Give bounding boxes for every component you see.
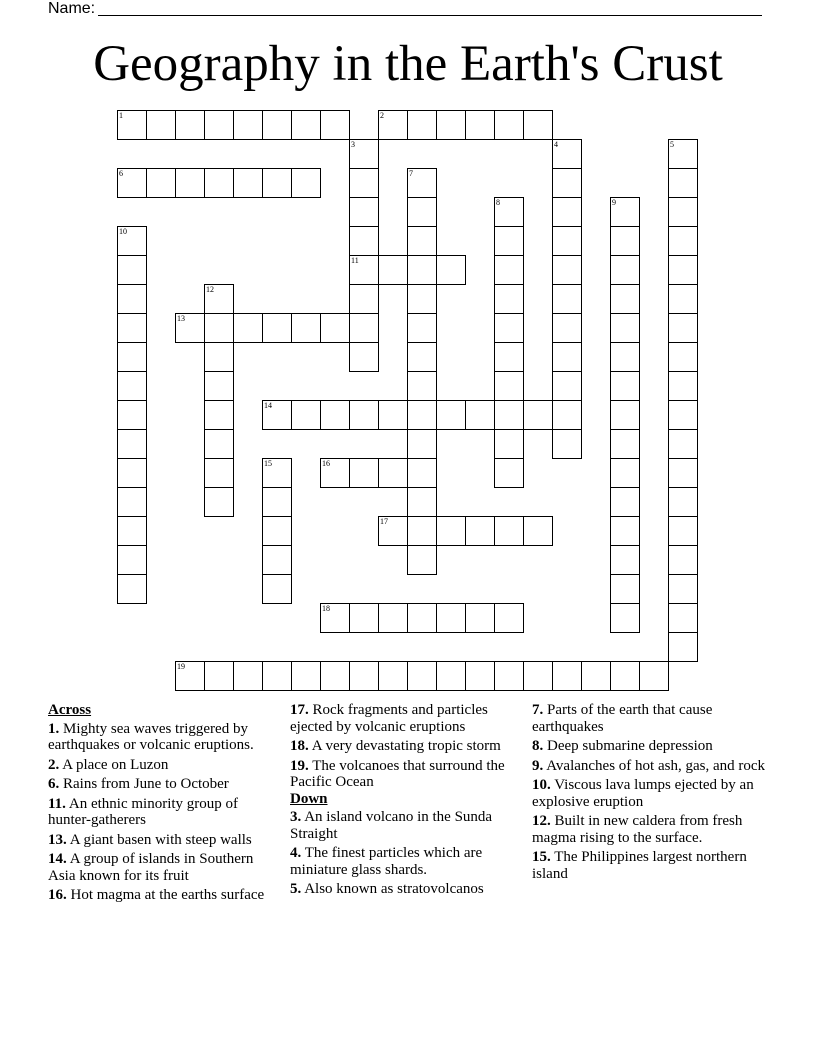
grid-cell[interactable] xyxy=(610,197,640,227)
clue-across xyxy=(48,887,280,904)
grid-cell[interactable] xyxy=(262,400,292,430)
grid-cell[interactable] xyxy=(233,110,263,140)
grid-cell[interactable] xyxy=(668,139,698,169)
clue-down xyxy=(532,702,772,735)
grid-cell[interactable] xyxy=(262,574,292,604)
grid-cell[interactable] xyxy=(668,342,698,372)
cell-number: 2 xyxy=(380,111,384,120)
grid-cell[interactable] xyxy=(668,226,698,256)
grid-cell[interactable] xyxy=(436,661,466,691)
grid-cell[interactable] xyxy=(291,110,321,140)
grid-cell[interactable] xyxy=(204,458,234,488)
clue-text: Parts of the earth that cause earthquakes xyxy=(532,702,713,735)
clue-text: Rock fragments and particles ejected by volcanic eruptions xyxy=(290,702,488,735)
grid-cell[interactable] xyxy=(407,197,437,227)
grid-cell[interactable] xyxy=(349,400,379,430)
grid-cell[interactable] xyxy=(262,168,292,198)
grid-cell[interactable] xyxy=(262,545,292,575)
grid-cell[interactable] xyxy=(320,313,350,343)
grid-cell[interactable] xyxy=(668,574,698,604)
grid-cell[interactable] xyxy=(407,110,437,140)
clue-text: Hot magma at the earths surface xyxy=(70,887,265,903)
grid-cell[interactable] xyxy=(552,429,582,459)
grid-cell[interactable] xyxy=(378,458,408,488)
grid-cell[interactable] xyxy=(233,661,263,691)
grid-cell[interactable] xyxy=(610,400,640,430)
clues-column-3 xyxy=(532,702,772,885)
grid-cell[interactable] xyxy=(262,313,292,343)
grid-cell[interactable] xyxy=(494,400,524,430)
clue-text: The finest particles which are miniature glass shards. xyxy=(290,845,483,878)
clue-number: 4. xyxy=(290,845,302,861)
cell-number: 3 xyxy=(351,140,355,149)
cell-number: 13 xyxy=(177,314,185,323)
clue-down xyxy=(290,845,522,878)
across-heading: Across xyxy=(48,702,92,718)
grid-cell[interactable] xyxy=(349,226,379,256)
grid-cell[interactable] xyxy=(436,516,466,546)
grid-cell[interactable] xyxy=(407,400,437,430)
grid-cell[interactable] xyxy=(175,313,205,343)
cell-number: 6 xyxy=(119,169,123,178)
clue-down xyxy=(532,758,772,775)
grid-cell[interactable] xyxy=(175,168,205,198)
grid-cell[interactable] xyxy=(610,545,640,575)
grid-cell[interactable] xyxy=(204,284,234,314)
grid-cell[interactable] xyxy=(668,516,698,546)
clue-across xyxy=(48,776,280,793)
grid-cell[interactable] xyxy=(523,110,553,140)
grid-cell[interactable] xyxy=(668,284,698,314)
clue-across xyxy=(290,758,522,791)
grid-cell[interactable] xyxy=(262,458,292,488)
down-heading: Down xyxy=(290,790,328,807)
grid-cell[interactable] xyxy=(378,603,408,633)
clue-number: 1. xyxy=(48,720,60,737)
grid-cell[interactable] xyxy=(465,110,495,140)
cell-number: 4 xyxy=(554,140,558,149)
grid-cell[interactable] xyxy=(349,284,379,314)
clue-across xyxy=(48,757,280,774)
grid-cell[interactable] xyxy=(117,574,147,604)
grid-cell[interactable] xyxy=(204,342,234,372)
grid-cell[interactable] xyxy=(204,168,234,198)
grid-cell[interactable] xyxy=(262,661,292,691)
cell-number: 7 xyxy=(409,169,413,178)
clue-down xyxy=(532,777,772,810)
grid-cell[interactable] xyxy=(378,661,408,691)
grid-cell[interactable] xyxy=(117,168,147,198)
clue-text: A group of islands in Southern Asia known for its fruit xyxy=(48,851,254,884)
cell-number: 15 xyxy=(264,459,272,468)
grid-cell[interactable] xyxy=(668,400,698,430)
clue-number: 6. xyxy=(48,776,60,792)
clue-down xyxy=(290,881,522,898)
clue-text: Built in new caldera from fresh magma rising to the surface. xyxy=(532,813,743,846)
clue-number: 14. xyxy=(48,851,67,867)
grid-cell[interactable] xyxy=(204,429,234,459)
grid-cell[interactable] xyxy=(610,574,640,604)
grid-cell[interactable] xyxy=(117,487,147,517)
grid-cell[interactable] xyxy=(494,110,524,140)
clue-text: Rains from June to October xyxy=(63,776,229,792)
grid-cell[interactable] xyxy=(407,603,437,633)
grid-cell[interactable] xyxy=(668,603,698,633)
grid-cell[interactable] xyxy=(668,545,698,575)
cell-number: 5 xyxy=(670,140,674,149)
clue-down xyxy=(532,738,772,755)
clue-text: Deep submarine depression xyxy=(547,738,713,754)
grid-cell[interactable] xyxy=(407,429,437,459)
grid-cell[interactable] xyxy=(552,168,582,198)
grid-cell[interactable] xyxy=(407,313,437,343)
clue-text: A giant basen with steep walls xyxy=(69,831,252,848)
clue-number: 12. xyxy=(532,813,551,829)
puzzle-title: Geography in the Earth's Crust xyxy=(93,36,723,92)
grid-cell[interactable] xyxy=(552,313,582,343)
grid-cell[interactable] xyxy=(349,313,379,343)
grid-cell[interactable] xyxy=(552,255,582,285)
grid-cell[interactable] xyxy=(146,168,176,198)
grid-cell[interactable] xyxy=(523,516,553,546)
grid-cell[interactable] xyxy=(117,110,147,140)
grid-cell[interactable] xyxy=(610,516,640,546)
grid-cell[interactable] xyxy=(175,110,205,140)
clue-across xyxy=(290,738,522,755)
grid-cell[interactable] xyxy=(552,342,582,372)
clue-text: A very devastating tropic storm xyxy=(311,738,501,754)
grid-cell[interactable] xyxy=(117,342,147,372)
clue-number: 19. xyxy=(290,757,309,774)
grid-cell[interactable] xyxy=(117,226,147,256)
grid-cell[interactable] xyxy=(407,226,437,256)
clue-down xyxy=(290,809,522,842)
grid-cell[interactable] xyxy=(465,516,495,546)
cell-number: 19 xyxy=(177,662,185,671)
grid-cell[interactable] xyxy=(320,458,350,488)
clue-across xyxy=(48,796,280,829)
cell-number: 14 xyxy=(264,401,272,410)
grid-cell[interactable] xyxy=(494,516,524,546)
grid-cell[interactable] xyxy=(610,313,640,343)
clue-number: 3. xyxy=(290,809,302,825)
grid-cell[interactable] xyxy=(610,226,640,256)
clue-down xyxy=(532,813,772,846)
clue-across xyxy=(290,702,522,735)
clue-across xyxy=(48,851,280,884)
grid-cell[interactable] xyxy=(668,487,698,517)
grid-cell[interactable] xyxy=(494,313,524,343)
grid-cell[interactable] xyxy=(291,313,321,343)
clue-number: 7. xyxy=(532,702,544,718)
grid-cell[interactable] xyxy=(204,661,234,691)
cell-number: 10 xyxy=(119,227,127,236)
grid-cell[interactable] xyxy=(552,371,582,401)
grid-cell[interactable] xyxy=(349,661,379,691)
clue-number: 11. xyxy=(48,795,66,812)
grid-cell[interactable] xyxy=(668,458,698,488)
cell-number: 1 xyxy=(119,111,123,120)
grid-cell[interactable] xyxy=(407,342,437,372)
grid-cell[interactable] xyxy=(494,371,524,401)
grid-cell[interactable] xyxy=(552,400,582,430)
clue-text: Also known as stratovolcanos xyxy=(304,881,484,897)
grid-cell[interactable] xyxy=(291,168,321,198)
grid-cell[interactable] xyxy=(407,371,437,401)
grid-cell[interactable] xyxy=(349,139,379,169)
clue-number: 8. xyxy=(532,738,544,754)
cell-number: 11 xyxy=(351,256,359,265)
grid-cell[interactable] xyxy=(436,110,466,140)
grid-cell[interactable] xyxy=(233,313,263,343)
grid-cell[interactable] xyxy=(610,429,640,459)
clue-number: 18. xyxy=(290,738,309,754)
grid-cell[interactable] xyxy=(465,400,495,430)
grid-cell[interactable] xyxy=(146,110,176,140)
clue-text: Avalanches of hot ash, gas, and rock xyxy=(546,757,766,774)
grid-cell[interactable] xyxy=(610,487,640,517)
cell-number: 9 xyxy=(612,198,616,207)
grid-cell[interactable] xyxy=(262,516,292,546)
grid-cell[interactable] xyxy=(349,168,379,198)
clue-text: An island volcano in the Sunda Straight xyxy=(290,809,493,842)
grid-cell[interactable] xyxy=(494,342,524,372)
grid-cell[interactable] xyxy=(610,284,640,314)
grid-cell[interactable] xyxy=(494,197,524,227)
grid-cell[interactable] xyxy=(407,545,437,575)
grid-cell[interactable] xyxy=(436,255,466,285)
grid-cell[interactable] xyxy=(668,168,698,198)
grid-cell[interactable] xyxy=(610,342,640,372)
clue-text: Mighty sea waves triggered by earthquakes or volcanic eruptions. xyxy=(48,720,254,753)
grid-cell[interactable] xyxy=(523,661,553,691)
grid-cell[interactable] xyxy=(436,603,466,633)
grid-cell[interactable] xyxy=(494,603,524,633)
grid-cell[interactable] xyxy=(668,313,698,343)
grid-cell[interactable] xyxy=(117,429,147,459)
grid-cell[interactable] xyxy=(204,110,234,140)
grid-cell[interactable] xyxy=(349,603,379,633)
grid-cell[interactable] xyxy=(204,313,234,343)
grid-cell[interactable] xyxy=(552,226,582,256)
clue-text: Viscous lava lumps ejected by an explosive eruption xyxy=(532,777,754,810)
grid-cell[interactable] xyxy=(552,197,582,227)
grid-cell[interactable] xyxy=(610,661,640,691)
grid-cell[interactable] xyxy=(204,371,234,401)
grid-cell[interactable] xyxy=(378,255,408,285)
cell-number: 16 xyxy=(322,459,330,468)
grid-cell[interactable] xyxy=(291,400,321,430)
grid-cell[interactable] xyxy=(581,661,611,691)
grid-cell[interactable] xyxy=(668,197,698,227)
clue-text: The Philippines largest northern island xyxy=(532,849,747,882)
clue-text: A place on Luzon xyxy=(62,756,169,773)
grid-cell[interactable] xyxy=(610,603,640,633)
grid-cell[interactable] xyxy=(639,661,669,691)
grid-cell[interactable] xyxy=(668,429,698,459)
grid-cell[interactable] xyxy=(552,661,582,691)
grid-cell[interactable] xyxy=(465,603,495,633)
clue-text: An ethnic minority group of hunter-gatherers xyxy=(48,795,239,828)
grid-cell[interactable] xyxy=(378,516,408,546)
grid-cell[interactable] xyxy=(668,255,698,285)
grid-cell[interactable] xyxy=(610,371,640,401)
clue-number: 2. xyxy=(48,756,60,773)
grid-cell[interactable] xyxy=(610,255,640,285)
clue-number: 9. xyxy=(532,757,544,774)
clues-column-2 xyxy=(290,702,522,901)
grid-cell[interactable] xyxy=(407,516,437,546)
clue-number: 16. xyxy=(48,887,67,903)
clue-number: 5. xyxy=(290,881,302,897)
grid-cell[interactable] xyxy=(117,313,147,343)
grid-cell[interactable] xyxy=(117,545,147,575)
grid-cell[interactable] xyxy=(233,168,263,198)
grid-cell[interactable] xyxy=(494,284,524,314)
grid-cell[interactable] xyxy=(378,110,408,140)
cell-number: 17 xyxy=(380,517,388,526)
grid-cell[interactable] xyxy=(407,661,437,691)
grid-cell[interactable] xyxy=(407,284,437,314)
grid-cell[interactable] xyxy=(320,603,350,633)
grid-cell[interactable] xyxy=(320,400,350,430)
grid-cell[interactable] xyxy=(523,400,553,430)
clue-number: 17. xyxy=(290,702,309,718)
clues-column-1 xyxy=(48,702,280,907)
grid-cell[interactable] xyxy=(668,371,698,401)
name-label: Name: xyxy=(48,0,96,17)
grid-cell[interactable] xyxy=(610,458,640,488)
grid-cell[interactable] xyxy=(117,371,147,401)
grid-cell[interactable] xyxy=(668,632,698,662)
grid-cell[interactable] xyxy=(349,255,379,285)
grid-cell[interactable] xyxy=(407,487,437,517)
grid-cell[interactable] xyxy=(349,197,379,227)
grid-cell[interactable] xyxy=(117,458,147,488)
grid-cell[interactable] xyxy=(117,516,147,546)
cell-number: 8 xyxy=(496,198,500,207)
cell-number: 18 xyxy=(322,604,330,613)
grid-cell[interactable] xyxy=(204,400,234,430)
grid-cell[interactable] xyxy=(204,487,234,517)
grid-cell[interactable] xyxy=(320,110,350,140)
grid-cell[interactable] xyxy=(262,487,292,517)
grid-cell[interactable] xyxy=(349,342,379,372)
grid-cell[interactable] xyxy=(117,284,147,314)
clue-text: The volcanoes that surround the Pacific Ocean xyxy=(290,757,505,790)
grid-cell[interactable] xyxy=(117,255,147,285)
grid-cell[interactable] xyxy=(291,661,321,691)
grid-cell[interactable] xyxy=(494,226,524,256)
grid-cell[interactable] xyxy=(320,661,350,691)
grid-cell[interactable] xyxy=(349,458,379,488)
grid-cell[interactable] xyxy=(436,400,466,430)
clue-down xyxy=(532,849,772,882)
grid-cell[interactable] xyxy=(407,458,437,488)
grid-cell[interactable] xyxy=(378,400,408,430)
clue-number: 15. xyxy=(532,849,551,865)
grid-cell[interactable] xyxy=(175,661,205,691)
clue-number: 10. xyxy=(532,777,551,793)
grid-cell[interactable] xyxy=(552,284,582,314)
grid-cell[interactable] xyxy=(262,110,292,140)
grid-cell[interactable] xyxy=(465,661,495,691)
grid-cell[interactable] xyxy=(494,458,524,488)
clue-across xyxy=(48,721,280,754)
clue-number: 13. xyxy=(48,831,67,848)
grid-cell[interactable] xyxy=(407,255,437,285)
grid-cell[interactable] xyxy=(552,139,582,169)
cell-number: 12 xyxy=(206,285,214,294)
grid-cell[interactable] xyxy=(494,255,524,285)
clue-across xyxy=(48,832,280,849)
grid-cell[interactable] xyxy=(117,400,147,430)
grid-cell[interactable] xyxy=(494,661,524,691)
grid-cell[interactable] xyxy=(407,168,437,198)
grid-cell[interactable] xyxy=(494,429,524,459)
